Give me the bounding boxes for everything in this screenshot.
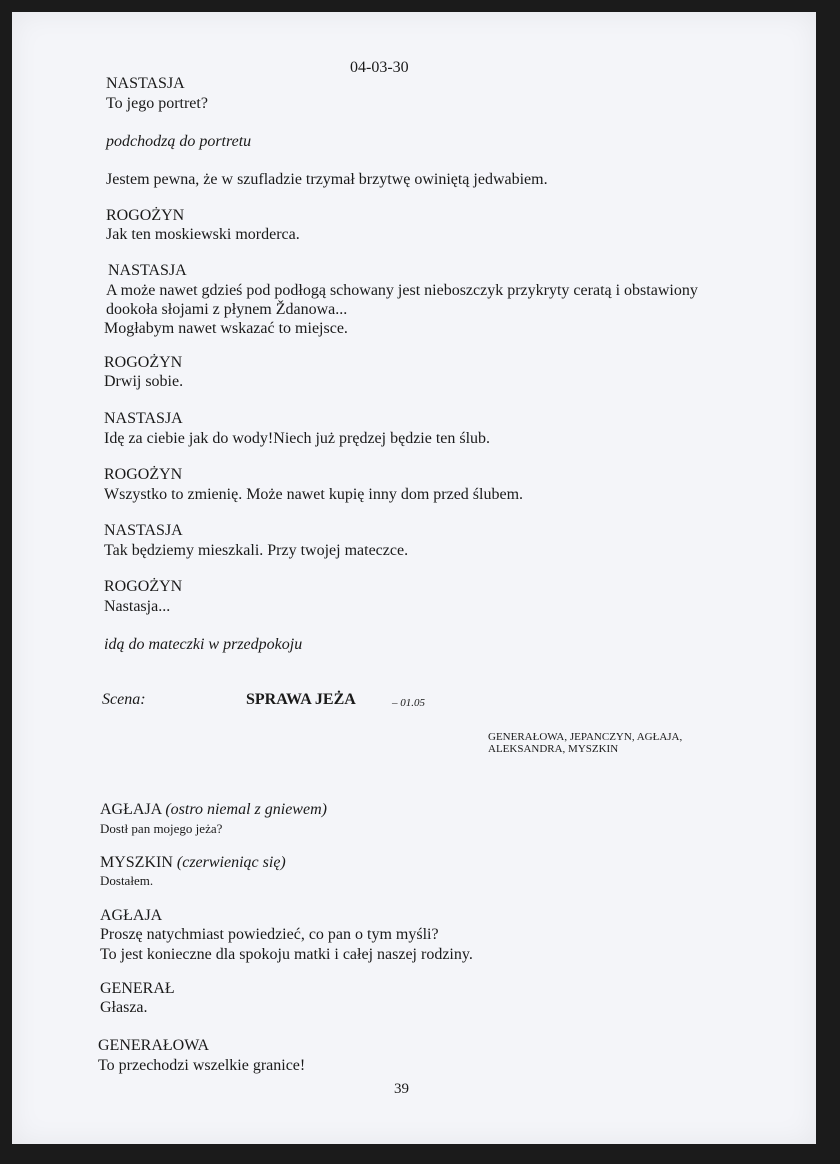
stage-direction: idą do mateczki w przedpokoju xyxy=(104,636,303,653)
character-name: NASTASJA xyxy=(106,75,185,92)
character-name: GENERAŁ xyxy=(100,980,175,997)
dialogue-line: Tak będziemy mieszkali. Przy twojej mateczce. xyxy=(104,542,409,559)
character-name: NASTASJA xyxy=(104,522,183,539)
dialogue-line: To jego portret? xyxy=(106,95,208,112)
character-name: ROGOŻYN xyxy=(104,466,183,483)
dialogue-line: Idę za ciebie jak do wody!Niech już prędzej będzie ten ślub. xyxy=(104,430,491,447)
character-name: ROGOŻYN xyxy=(106,207,185,224)
character-name: ROGOŻYN xyxy=(104,578,183,595)
dialogue-line: Proszę natychmiast powiedzieć, co pan o tym myśli? xyxy=(100,926,439,943)
dialogue-line: Nastasja... xyxy=(104,598,171,615)
stage-direction: (czerwieniąc się) xyxy=(176,854,286,871)
page-number: 39 xyxy=(394,1081,409,1097)
scene-label: Scena: xyxy=(102,691,146,708)
dialogue-line: Głasza. xyxy=(100,999,148,1016)
character-name xyxy=(100,802,327,818)
character-name-text: AGŁAJA xyxy=(100,801,162,818)
dialogue-line: Mogłabym nawet wskazać to miejsce. xyxy=(104,320,348,337)
dialogue-line: Jak ten moskiewski morderca. xyxy=(106,226,300,243)
character-name: NASTASJA xyxy=(104,410,183,427)
dialogue-line: Wszystko to zmienię. Może nawet kupię inny dom przed ślubem. xyxy=(104,486,524,503)
character-name: ROGOŻYN xyxy=(104,354,183,371)
dialogue-line: dookoła słojami z płynem Ždanowa... xyxy=(106,301,348,318)
stage-direction: podchodzą do portretu xyxy=(106,133,252,150)
scene-cast: GENERAŁOWA, JEPANCZYN, AGŁAJA, xyxy=(488,731,683,743)
character-name: NASTASJA xyxy=(108,262,187,279)
stage-direction: (ostro niemal z gniewem) xyxy=(165,801,327,818)
character-name-text: MYSZKIN xyxy=(100,854,173,871)
dialogue-line: Dostałem. xyxy=(100,873,154,888)
script-page xyxy=(12,12,816,1144)
scene-time: – 01.05 xyxy=(392,697,425,709)
dialogue-line: To przechodzi wszelkie granice! xyxy=(98,1057,306,1074)
character-name: AGŁAJA xyxy=(100,907,163,924)
dialogue-line: A może nawet gdzieś pod podłogą schowany jest nieboszczyk przykryty ceratą i obstawiony xyxy=(106,282,698,299)
scene-title: SPRAWA JEŻA xyxy=(246,691,356,708)
dialogue-line: Dostł pan mojego jeża? xyxy=(100,821,223,836)
scene-cast: ALEKSANDRA, MYSZKIN xyxy=(488,743,619,755)
character-name xyxy=(100,855,286,871)
page-date: 04-03-30 xyxy=(350,59,409,76)
dialogue-line: To jest konieczne dla spokoju matki i całej naszej rodziny. xyxy=(100,946,473,963)
character-name: GENERAŁOWA xyxy=(98,1037,210,1054)
dialogue-line: Drwij sobie. xyxy=(104,373,184,390)
dialogue-line: Jestem pewna, że w szufladzie trzymał brzytwę owiniętą jedwabiem. xyxy=(106,171,548,188)
